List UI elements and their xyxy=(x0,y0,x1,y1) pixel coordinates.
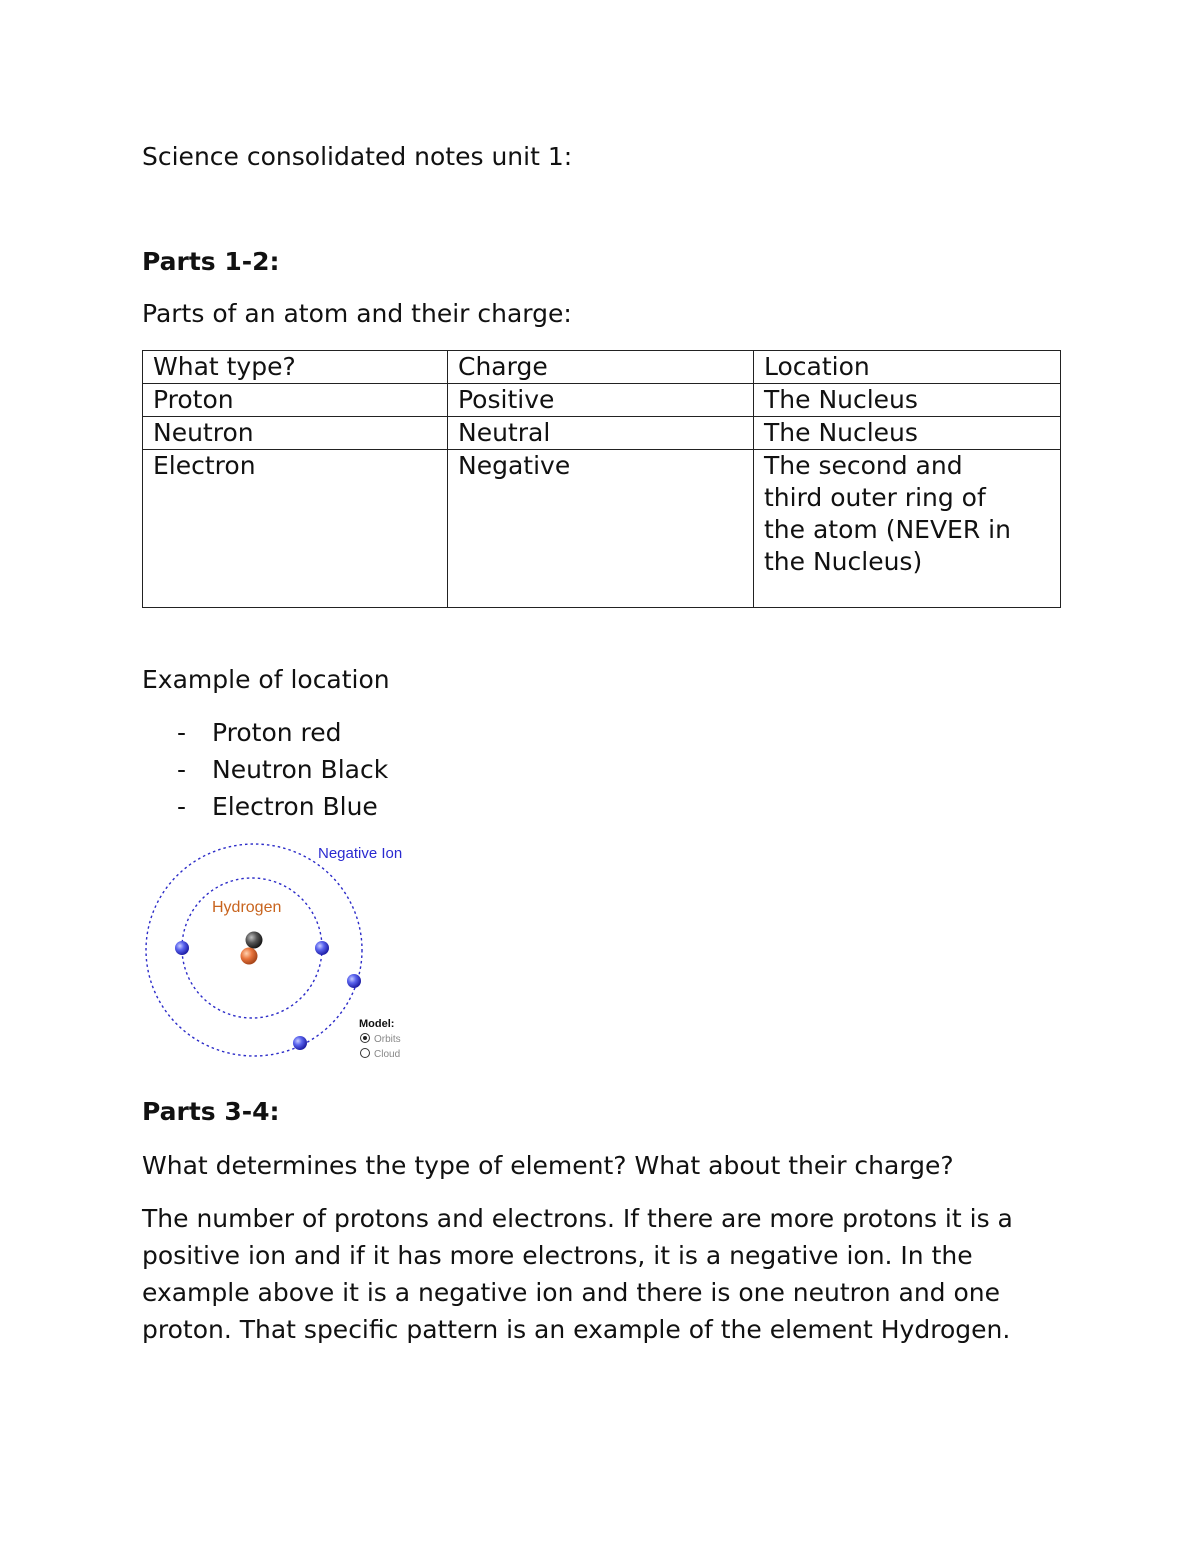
section-answer: The number of protons and electrons. If there are more protons it is a positive ion and if it has more electrons, it is a negative ion. In the example above it is a negative ion and there is one neutron and one proton. That specific pattern is an example of the element Hydrogen. xyxy=(142,1204,1013,1344)
list-item xyxy=(142,788,388,825)
table-row xyxy=(143,450,1061,608)
document-title: Science consolidated notes unit 1: xyxy=(142,142,573,171)
section-heading-parts-3-4: Parts 3-4: xyxy=(142,1097,280,1126)
list-item xyxy=(142,751,388,788)
inner-orbit-label: Hydrogen xyxy=(212,899,282,916)
table-header-cell: Location xyxy=(754,351,1061,384)
list-item-text: Neutron Black xyxy=(212,755,389,784)
proton-particle xyxy=(241,948,258,965)
color-legend-list xyxy=(142,714,388,825)
electron-particle xyxy=(315,941,329,955)
bullet-marker: - xyxy=(177,755,187,784)
electron-particle xyxy=(347,974,361,988)
bullet-marker: - xyxy=(177,718,187,747)
section-heading-parts-1-2: Parts 1-2: xyxy=(142,247,280,276)
radio-orbits-selected-dot xyxy=(363,1036,367,1040)
radio-orbits-label: Orbits xyxy=(374,1034,401,1045)
list-item-text: Electron Blue xyxy=(212,792,378,821)
table-header-row xyxy=(143,351,1061,384)
radio-cloud[interactable] xyxy=(361,1049,370,1058)
table-row xyxy=(143,417,1061,450)
list-item-text: Proton red xyxy=(212,718,342,747)
model-label: Model: xyxy=(359,1018,395,1030)
radio-cloud-label: Cloud xyxy=(374,1049,401,1060)
table-cell: The second and third outer ring of the atom (NEVER in the Nucleus) xyxy=(754,450,1061,608)
table-cell: Neutral xyxy=(448,417,754,450)
atom-diagram xyxy=(142,838,417,1068)
table-row xyxy=(143,384,1061,417)
bullet-marker: - xyxy=(177,792,187,821)
table-cell: Proton xyxy=(143,384,448,417)
table-header-cell: What type? xyxy=(143,351,448,384)
table-cell: The Nucleus xyxy=(754,417,1061,450)
electron-particle xyxy=(293,1036,307,1050)
table-cell: Negative xyxy=(448,450,754,608)
atom-parts-table xyxy=(142,350,1061,608)
neutron-particle xyxy=(246,932,263,949)
electron-particle xyxy=(175,941,189,955)
list-item xyxy=(142,714,388,751)
table-cell: Electron xyxy=(143,450,448,608)
outer-orbit-label: Negative Ion xyxy=(318,845,403,862)
section-question: What determines the type of element? What about their charge? xyxy=(142,1151,954,1180)
example-heading: Example of location xyxy=(142,665,390,694)
table-cell: Positive xyxy=(448,384,754,417)
table-cell: The Nucleus xyxy=(754,384,1061,417)
table-header-cell: Charge xyxy=(448,351,754,384)
section-intro: Parts of an atom and their charge: xyxy=(142,299,572,328)
table-cell: Neutron xyxy=(143,417,448,450)
